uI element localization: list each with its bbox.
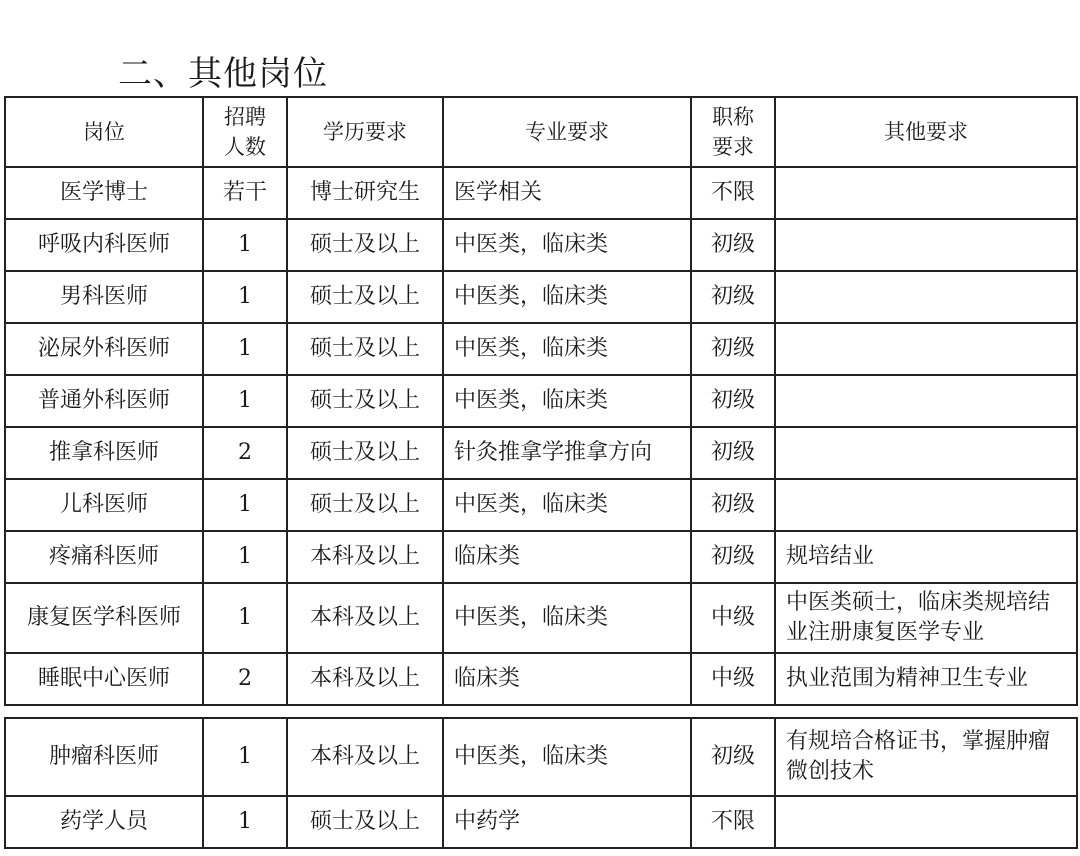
cell-post: 药学人员 [5, 796, 203, 848]
cell-other: 规培结业 [775, 531, 1077, 583]
cell-count: 1 [203, 796, 287, 848]
cell-count: 1 [203, 583, 287, 653]
table-row [5, 718, 1077, 796]
cell-education: 本科及以上 [287, 653, 443, 705]
cell-post: 医学博士 [5, 167, 203, 219]
cell-rank: 初级 [691, 718, 775, 796]
cell-other [775, 219, 1077, 271]
header-post: 岗位 [5, 97, 203, 167]
table-row [5, 375, 1077, 427]
cell-major: 中医类，临床类 [443, 479, 691, 531]
cell-major: 临床类 [443, 653, 691, 705]
cell-post: 推拿科医师 [5, 427, 203, 479]
table-row [5, 323, 1077, 375]
cell-education: 硕士及以上 [287, 796, 443, 848]
cell-rank: 中级 [691, 653, 775, 705]
header-rank-line1: 职称 [712, 105, 754, 129]
cell-post: 呼吸内科医师 [5, 219, 203, 271]
table-header-row [5, 97, 1077, 167]
cell-post: 肿瘤科医师 [5, 718, 203, 796]
cell-education: 硕士及以上 [287, 479, 443, 531]
cell-major: 中医类，临床类 [443, 718, 691, 796]
table-row [5, 427, 1077, 479]
cell-count: 1 [203, 375, 287, 427]
cell-count: 1 [203, 219, 287, 271]
header-education: 学历要求 [287, 97, 443, 167]
cell-other: 有规培合格证书，掌握肿瘤微创技术 [775, 718, 1077, 796]
cell-other: 中医类硕士，临床类规培结业注册康复医学专业 [775, 583, 1077, 653]
table-row [5, 479, 1077, 531]
cell-education: 硕士及以上 [287, 271, 443, 323]
cell-major: 中医类，临床类 [443, 375, 691, 427]
cell-education: 硕士及以上 [287, 323, 443, 375]
cell-education: 本科及以上 [287, 531, 443, 583]
header-count-line1: 招聘 [224, 105, 266, 129]
cell-post: 泌尿外科医师 [5, 323, 203, 375]
table-row [5, 583, 1077, 653]
cell-education: 硕士及以上 [287, 219, 443, 271]
cell-rank: 不限 [691, 796, 775, 848]
cell-post: 普通外科医师 [5, 375, 203, 427]
cell-rank: 初级 [691, 219, 775, 271]
header-count [203, 97, 287, 167]
cell-count: 1 [203, 323, 287, 375]
cell-major: 中医类，临床类 [443, 271, 691, 323]
cell-count: 1 [203, 718, 287, 796]
cell-education: 硕士及以上 [287, 375, 443, 427]
positions-table [4, 96, 1078, 706]
cell-other [775, 167, 1077, 219]
cell-major: 针灸推拿学推拿方向 [443, 427, 691, 479]
table-row [5, 653, 1077, 705]
cell-major: 中医类，临床类 [443, 323, 691, 375]
cell-major: 中医类，临床类 [443, 583, 691, 653]
cell-rank: 初级 [691, 323, 775, 375]
cell-count: 1 [203, 531, 287, 583]
cell-rank: 中级 [691, 583, 775, 653]
cell-education: 本科及以上 [287, 718, 443, 796]
cell-rank: 不限 [691, 167, 775, 219]
header-rank [691, 97, 775, 167]
cell-other [775, 796, 1077, 848]
cell-count: 1 [203, 271, 287, 323]
cell-post: 男科医师 [5, 271, 203, 323]
cell-major: 临床类 [443, 531, 691, 583]
cell-other [775, 479, 1077, 531]
section-title: 二、其他岗位 [118, 54, 328, 94]
cell-other: 执业范围为精神卫生专业 [775, 653, 1077, 705]
cell-major: 医学相关 [443, 167, 691, 219]
table-row [5, 271, 1077, 323]
cell-other [775, 427, 1077, 479]
header-count-line2: 人数 [224, 135, 266, 159]
cell-post: 儿科医师 [5, 479, 203, 531]
table-row [5, 167, 1077, 219]
positions-table-continued [4, 717, 1078, 849]
cell-rank: 初级 [691, 479, 775, 531]
cell-rank: 初级 [691, 531, 775, 583]
cell-post: 康复医学科医师 [5, 583, 203, 653]
header-major: 专业要求 [443, 97, 691, 167]
cell-other [775, 323, 1077, 375]
cell-rank: 初级 [691, 271, 775, 323]
table-row [5, 219, 1077, 271]
cell-count: 若干 [203, 167, 287, 219]
table-row [5, 531, 1077, 583]
cell-rank: 初级 [691, 427, 775, 479]
cell-major: 中医类，临床类 [443, 219, 691, 271]
cell-count: 2 [203, 427, 287, 479]
cell-education: 本科及以上 [287, 583, 443, 653]
table-row [5, 796, 1077, 848]
cell-major: 中药学 [443, 796, 691, 848]
header-rank-line2: 要求 [712, 135, 754, 159]
cell-education: 硕士及以上 [287, 427, 443, 479]
cell-post: 疼痛科医师 [5, 531, 203, 583]
cell-education: 博士研究生 [287, 167, 443, 219]
cell-rank: 初级 [691, 375, 775, 427]
header-other: 其他要求 [775, 97, 1077, 167]
cell-count: 2 [203, 653, 287, 705]
cell-other [775, 271, 1077, 323]
cell-other [775, 375, 1077, 427]
cell-count: 1 [203, 479, 287, 531]
cell-post: 睡眠中心医师 [5, 653, 203, 705]
